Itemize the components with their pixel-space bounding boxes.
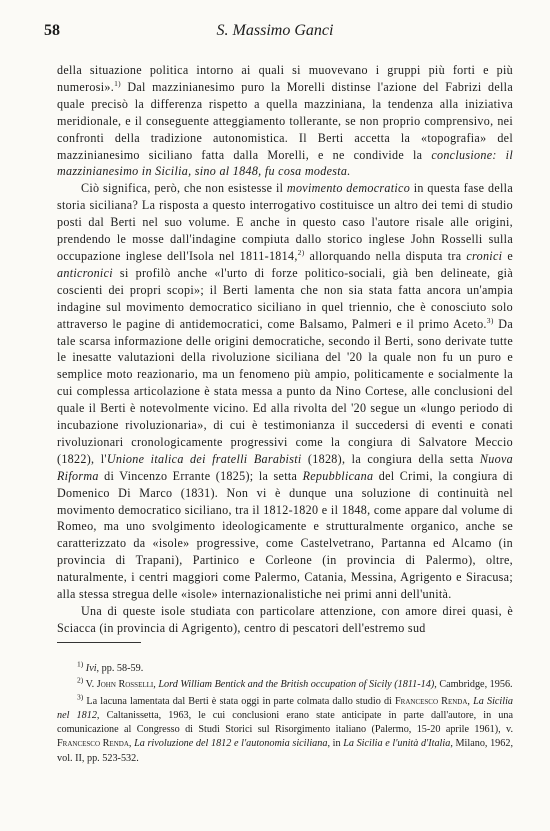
book-title: La Sicilia e l'unità d'Italia xyxy=(343,738,451,750)
text-span: , Milano, 1962, vol. II, pp. 523-532. xyxy=(57,738,514,764)
emphasis-text: Nuova Riforma xyxy=(57,451,513,483)
footnote xyxy=(57,692,514,766)
footnote-ref: 3) xyxy=(486,315,494,325)
text-span: , pp. 58-59. xyxy=(96,663,144,674)
text-span: Da tale scarsa informazione delle origini democratiche, secondo il Berti, sono derivate tutte le inesatte valutazioni della rivoluzione siciliana del '20 la quale non fu un puro e semplice moto reazionario, ma un fenomeno più ampio, politicamente e socialmente la cui complessa articolazione è stata messa a punto da Nino Cortese, alle conclusioni del quale il Berti è notevolmente vicino. Ed alla rivolta del '20 segue un «lungo periodo di incubazione rivoluzionaria», di cui è testimonianza il succedersi di eventi e conati rivoluzionari cronologicamente progressivi come la congiura di Salvatore Meccio (1822), l' xyxy=(57,316,514,466)
emphasis-text: movimento democratico xyxy=(286,181,411,196)
paragraph: Una di queste isole studiata con particolare attenzione, con amore direi quasi, è Sciacca (in provincia di Agrigento), centro di pescatori dell'estremo sud xyxy=(57,604,513,635)
text-span: , Caltanissetta, 1963, le cui conclusioni erano state anticipate in parte dall'autore, in una comunicazione al Congresso di Studi Storici sul Risorgimento italiano (Palermo, 15-20 aprile 1961), v. xyxy=(57,709,513,736)
emphasis-text: Repubblicana xyxy=(302,468,374,483)
footnotes xyxy=(57,659,514,768)
book-title: Lord William Bentick and the British occupation of Sicily (1811-14) xyxy=(158,679,435,691)
emphasis-text: Unione italica dei fratelli Barabisti xyxy=(106,451,302,466)
page-number: 58 xyxy=(44,22,60,39)
footnote xyxy=(57,659,513,676)
text-span: del Crimi, la congiura di Domenico Di Marco (1831). Non vi è dunque una soluzione di continuità nel movimento democratico siciliano, tra il 1812-1820 e il 1848, come appare dal volume di Romeo, ma uno svolgimento ideologicamente e strutturalmente organico, anche se caratterizzato da «isole» progressive, come Castelvetrano, Partanna ed Alcamo (in provincia di Trapani), Partinico e Corleone (in provincia di Palermo), oltre, naturalmente, i centri maggiori come Palermo, Catania, Messina, Agrigento e Siracusa; alla stessa stregua delle «isole» internazionalistiche nei primi anni dell'unità. xyxy=(57,468,513,602)
emphasis-text: anticronici xyxy=(57,265,113,280)
text-span: si profilò anche «l'urto di forze politico-sociali, già ben delineate, già coscienti dei propri scopi»; il Berti lamenta che non sia stata fatta ancora un'ampia indagine sul movimento democratico siciliano in quel triennio, che è conosciuto solo attraverso le pagine di antidemocratici, come Balsamo, Palmeri e il primo Aceto. xyxy=(57,265,513,331)
emphasis-text: cronici xyxy=(466,248,503,263)
footnote-ref: 2) xyxy=(297,247,305,257)
text-span: , xyxy=(128,738,135,750)
paragraph xyxy=(57,180,513,603)
main-text xyxy=(57,62,513,637)
running-title: S. Massimo Ganci xyxy=(216,22,334,39)
author-name: Francesco Renda xyxy=(395,695,468,707)
emphasis-text: conclusione: il mazzinianesimo in Sicilia, sino al 1848, fu cosa modesta. xyxy=(57,147,513,179)
page-header xyxy=(44,22,506,44)
paragraph xyxy=(57,62,513,180)
text-span: allorquando nella disputa tra xyxy=(304,248,467,263)
text-span: della situazione politica intorno ai quali si muovevano i gruppi più forti e più numerosi». xyxy=(57,63,513,94)
text-span: e xyxy=(502,248,514,263)
text-span: Ciò significa, però, che non esistesse il xyxy=(81,181,287,196)
emphasis-text: Ivi xyxy=(85,663,97,674)
text-span: , xyxy=(467,695,474,707)
text-span: La lacuna lamentata dal Berti è stata oggi in parte colmata dallo studio di xyxy=(86,695,396,707)
text-span: , xyxy=(153,679,159,691)
footnote-ref: 1) xyxy=(114,78,121,88)
footnote-mark: 3) xyxy=(77,692,84,702)
text-span: di Vincenzo Errante (1825); la setta xyxy=(98,468,303,483)
book-title: La Sicilia nel 1812 xyxy=(57,695,514,721)
text-span: , in xyxy=(327,738,344,750)
text-span: Dal mazzinianesimo puro la Morelli distinse l'azione del Fabrizi della quale precisò la differenza rispetto a quella mazziniana, la tendenza alla iniziativa meridionale, e il conseguente atteggiamento tollerante, se non proprio comprensivo, nei confronti della tradizione autonomistica. Il Berti accetta la «topografia» del mazzinianesimo siciliano fatta dalla Morelli, e ne condivide la xyxy=(57,79,513,162)
text-span: V. xyxy=(85,679,97,691)
text-span: in questa fase della storia siciliana? La risposta a questo interrogativo costituisce un altro dei temi di studio posti dal Berti nel suo volume. E anche in questo caso l'autore risale alle origini, prendendo le mosse dall'indagine compiuta dallo storico inglese John Rosselli sulla occupazione inglese dell'Isola nel 1811-1814, xyxy=(57,181,513,263)
footnote-divider xyxy=(57,642,141,643)
text-span: , Cambridge, 1956. xyxy=(434,679,513,691)
footnote-mark: 2) xyxy=(77,675,84,685)
text-span: (1828), la congiura della setta xyxy=(301,451,480,466)
book-title: La rivoluzione del 1812 e l'autonomia siciliana xyxy=(134,738,328,750)
footnote xyxy=(57,675,513,692)
author-name: John Rosselli xyxy=(96,679,154,691)
author-name: Francesco Renda xyxy=(57,738,129,750)
footnote-mark: 1) xyxy=(77,659,84,669)
